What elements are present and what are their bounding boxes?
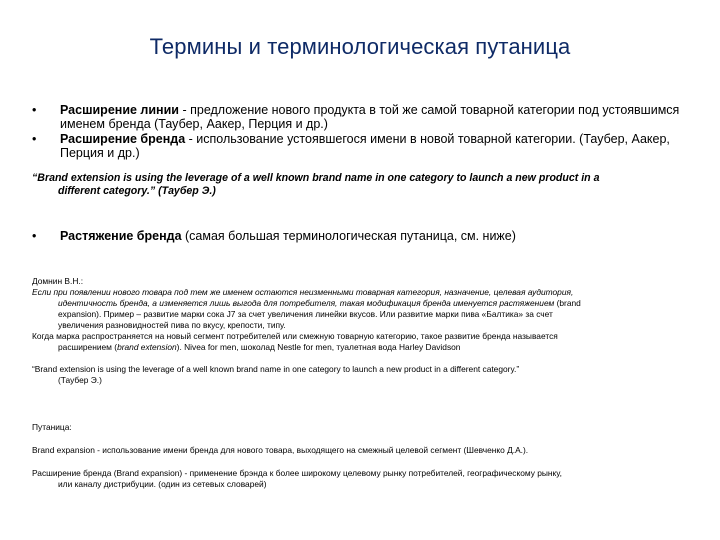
domnin-p1-line2-italic: идентичность бренда, а изменяется лишь выгода для потребителя, такая модификация бренда именуется растяжением (58, 298, 555, 308)
quote-tauber-bold (32, 172, 692, 198)
term-brand-stretching: Растяжение бренда (60, 229, 182, 243)
domnin-p1-line3: expansion). Пример – развитие марки сока J7 за счет увеличения линейки вкусов. Или развитие марки пива «Балтика» за счет (58, 309, 553, 319)
term-brand-extension: Расширение бренда (60, 132, 186, 146)
quote-line-1: “Brand extension is using the leverage of a well known brand name in one category to launch a new product in a (32, 172, 600, 184)
bullet-brand-extension (32, 132, 682, 160)
domnin-p2-line2-b: ). Nivea for men, шоколад Nestle for men, туалетная вода Harley Davidson (176, 342, 461, 352)
domnin-p2-line1: Когда марка распространяется на новый сегмент потребителей или смежную товарную категорию, такое развитие бренда называется (32, 331, 558, 341)
bullet-list (32, 103, 682, 161)
definition-brand-stretching: (самая большая терминологическая путаница, см. ниже) (181, 229, 516, 243)
confusion-heading: Путаница: (32, 422, 72, 432)
brand-expansion-ru-line2: или каналу дистрибуции. (один из сетевых словарей) (58, 479, 267, 489)
definition-brand-extension: - использование устоявшегося имени в новой товарной категории. (Таубер, Аакер, Перция и др.) (60, 132, 670, 160)
quote-plain-line-1: “Brand extension is using the leverage of a well known brand name in one category to launch a new product in a different category.” (32, 364, 520, 374)
brand-expansion-ru-line1: Расширение бренда (Brand expansion) - применение брэнда к более широкому целевому рынку потребителей, географическому рынку, (32, 468, 562, 478)
quote-plain-line-2: (Таубер Э.) (58, 375, 102, 385)
domnin-p2-line2 (32, 342, 692, 353)
brand-expansion-definition: Brand expansion - использование имени бренда для нового товара, выходящего на смежный целевой сегмент (Шевченко Д.А.). (32, 445, 529, 455)
bullet-dot-icon: • (32, 229, 37, 243)
quote-tauber-plain (32, 364, 692, 386)
term-line-extension: Расширение линии (60, 103, 179, 117)
domnin-p1-line2 (32, 298, 692, 309)
domnin-p1-line2-tail: (brand (554, 298, 581, 308)
domnin-p2-line2-a: расширением ( (58, 342, 118, 352)
slide-title: Термины и терминологическая путаница (149, 34, 571, 59)
definition-line-extension: - предложение нового продукта в той же самой товарной категории под устоявшимся именем бренда (Таубер, Аакер, Перция и др.) (60, 103, 680, 131)
bullet-dot-icon: • (32, 132, 37, 146)
quote-line-2: different category.” (Таубер Э.) (58, 185, 216, 197)
bullet-brand-stretching (32, 229, 682, 243)
domnin-section (32, 276, 692, 353)
bullet-line-extension (32, 103, 682, 131)
domnin-author: Домнин В.Н.: (32, 276, 84, 286)
bullet-list-2 (32, 229, 682, 244)
brand-expansion-ru-definition (32, 468, 692, 490)
bullet-dot-icon: • (32, 103, 37, 117)
domnin-p1-line1: Если при появлении нового товара под тем же именем остаются неизменными товарная категория, назначение, целевая аудитория, (32, 287, 574, 297)
domnin-p2-line2-italic: brand extension (117, 342, 177, 352)
domnin-p1-line4: увеличения разновидностей пива по вкусу, крепости, типу. (58, 320, 286, 330)
